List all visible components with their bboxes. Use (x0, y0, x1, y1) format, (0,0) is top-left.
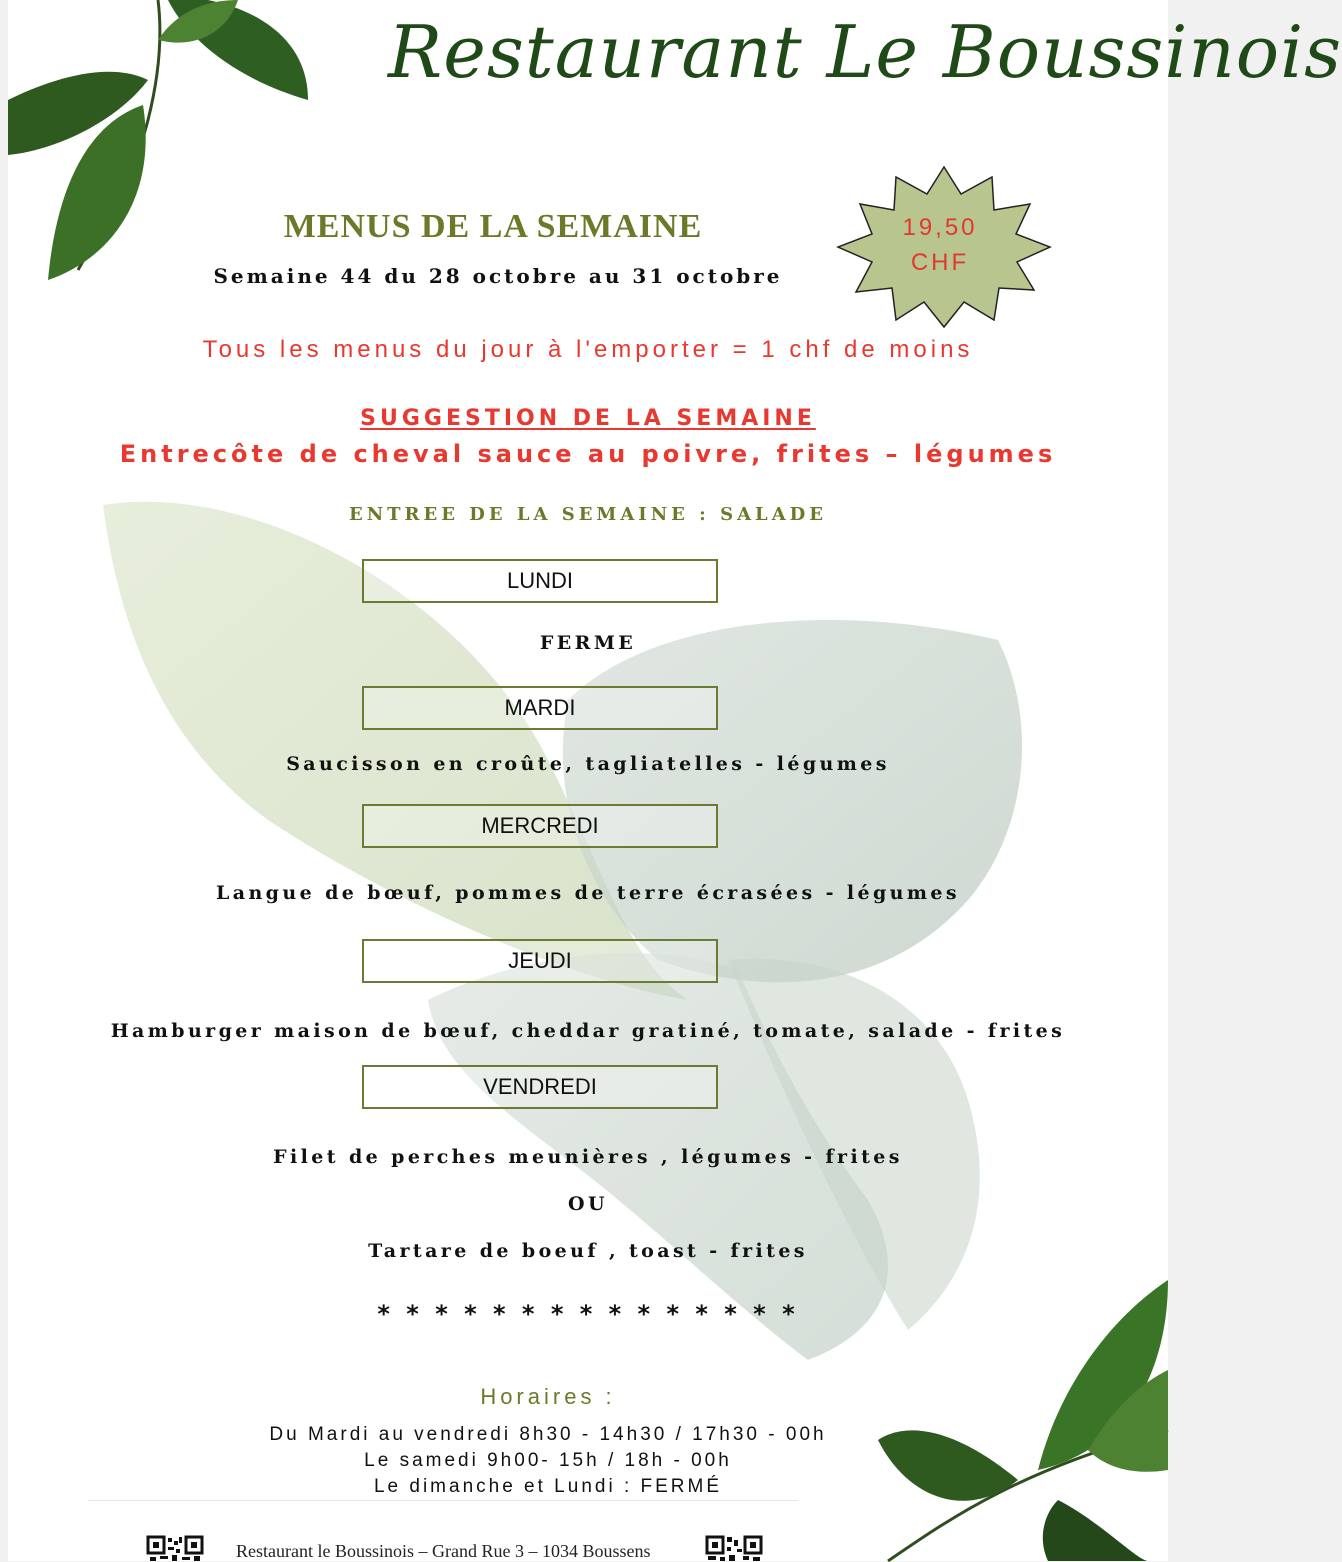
hours-line-closed: Le dimanche et Lundi : FERMÉ (373, 1476, 723, 1497)
starter-of-week: ENTREE DE LA SEMAINE : SALADE (348, 504, 827, 525)
footer-address: Restaurant le Boussinois – Grand Rue 3 – 1034 Boussens (236, 1541, 651, 1561)
day-box-lundi: LUNDI (362, 559, 718, 603)
hours-line-weekdays: Du Mardi au vendredi 8h30 - 14h30 / 17h30 - 00h (269, 1424, 827, 1445)
menu-page (8, 0, 1342, 1561)
suggestion-dish: Entrecôte de cheval sauce au poivre, frites – légumes (119, 440, 1057, 468)
day-box-vendredi: VENDREDI (362, 1065, 718, 1109)
price-badge (834, 162, 1054, 327)
dish-mercredi: Langue de bœuf, pommes de terre écrasées - légumes (216, 882, 960, 904)
qr-code-right-icon (705, 1535, 763, 1561)
day-box-jeudi: JEUDI (362, 939, 718, 983)
qr-code-left-icon (146, 1535, 204, 1561)
leaves-top-left-illustration (8, 0, 328, 290)
price-currency: CHF (910, 249, 970, 276)
dish-lundi: FERME (539, 632, 637, 654)
restaurant-title: Restaurant Le Boussinois (388, 10, 1342, 94)
suggestion-heading (8, 406, 1168, 431)
dish-mardi: Saucisson en croûte, tagliatelles - légumes (286, 753, 890, 775)
dish-vendredi-or: OU (568, 1193, 608, 1215)
menus-heading: MENUS DE LA SEMAINE (283, 208, 703, 245)
dish-jeudi: Hamburger maison de bœuf, cheddar gratiné, tomate, salade - frites (110, 1020, 1066, 1042)
dish-vendredi: Filet de perches meunières , légumes - frites (273, 1146, 903, 1168)
week-dates: Semaine 44 du 28 octobre au 31 octobre (213, 264, 783, 288)
hours-line-saturday: Le samedi 9h00- 15h / 18h - 00h (364, 1450, 732, 1471)
suggestion-heading-text: SUGGESTION DE LA SEMAINE (360, 406, 816, 431)
day-box-mardi: MARDI (362, 686, 718, 730)
takeaway-notice: Tous les menus du jour à l'emporter = 1 chf de moins (202, 336, 974, 363)
day-box-mercredi: MERCREDI (362, 804, 718, 848)
hours-heading: Horaires : (480, 1384, 616, 1409)
price-value: 19,50 (902, 214, 978, 241)
stars-divider: * * * * * * * * * * * * * * * (377, 1300, 799, 1328)
dish-vendredi-alt: Tartare de boeuf , toast - frites (368, 1240, 808, 1262)
footer-divider (88, 1500, 798, 1501)
